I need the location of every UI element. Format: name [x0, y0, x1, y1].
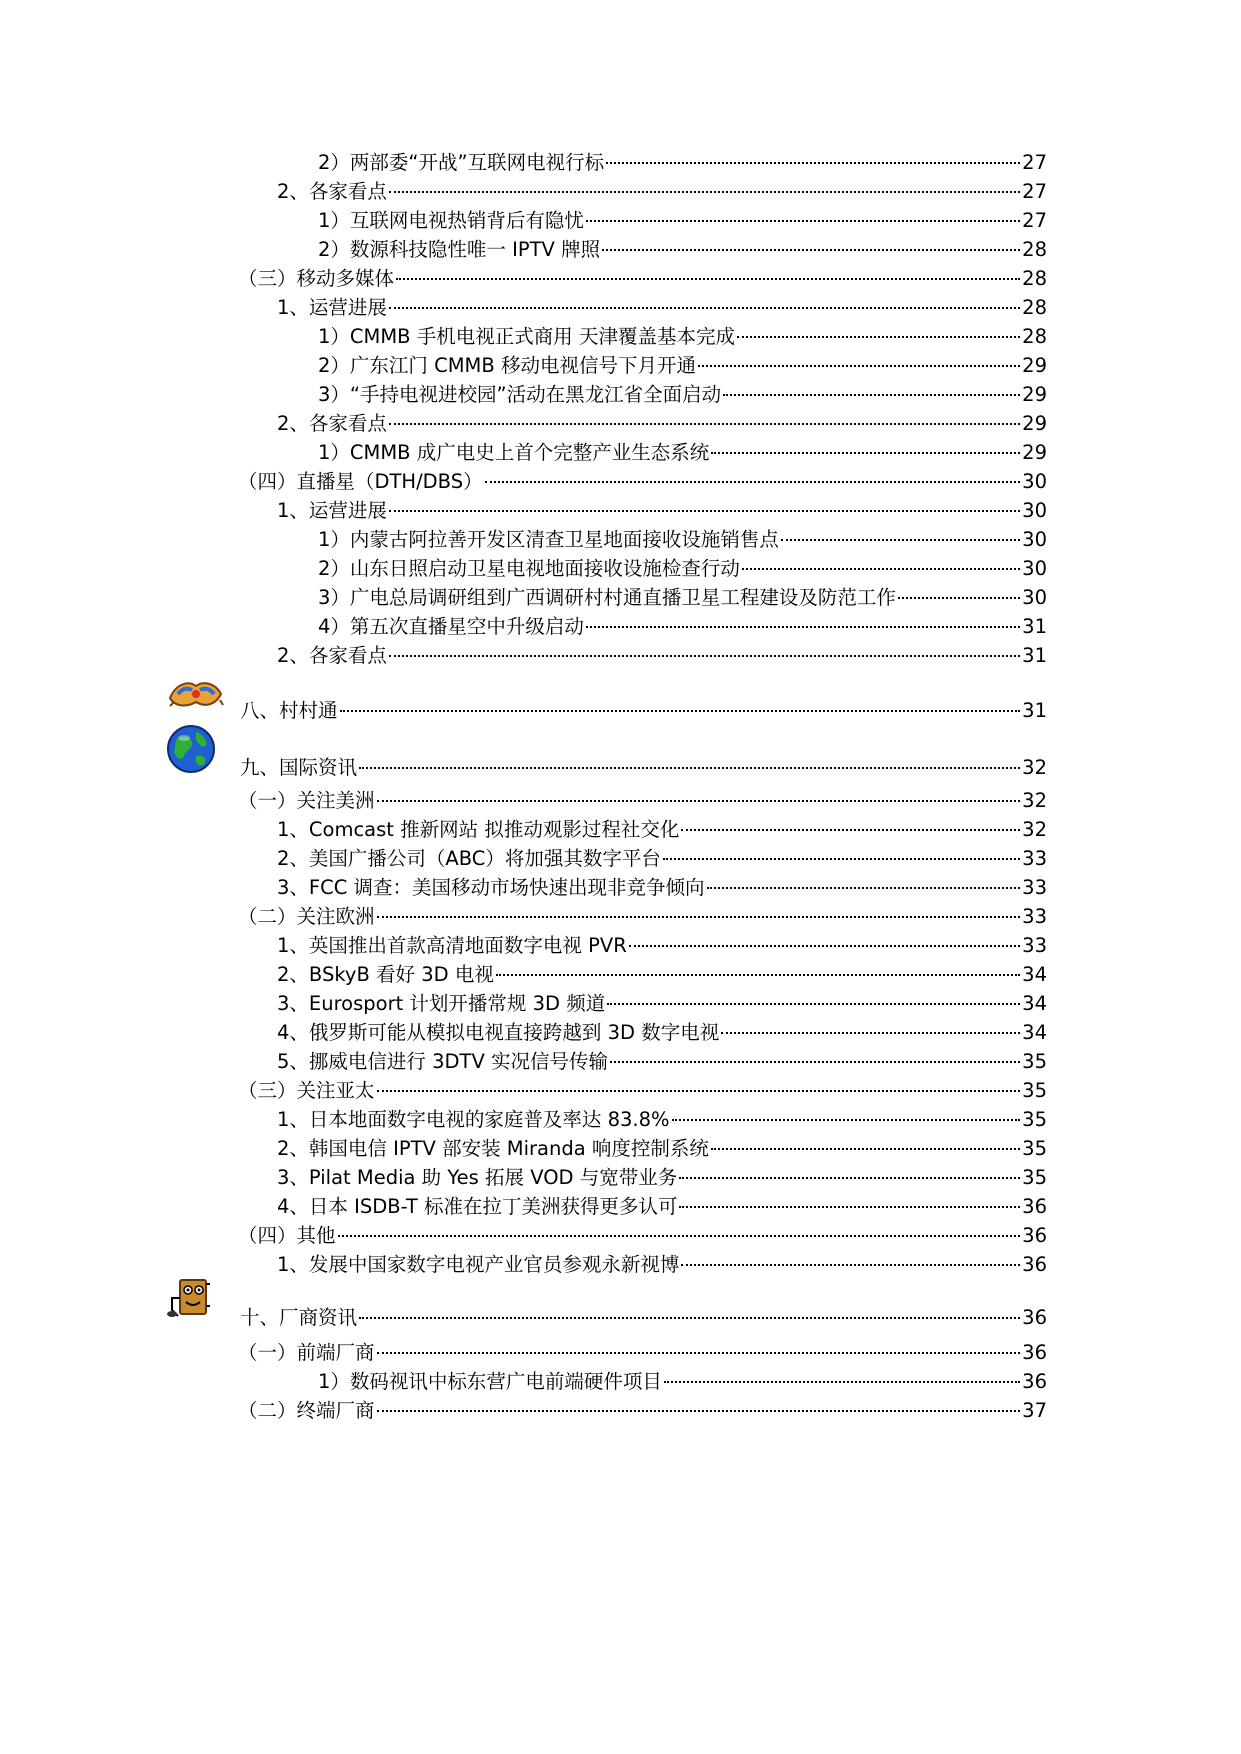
toc-page-number: 29 [1022, 412, 1047, 435]
toc-entry-label: 1、运营进展 [277, 499, 387, 522]
dot-leader [679, 1177, 1020, 1179]
toc-page-number: 36 [1022, 1341, 1047, 1364]
toc-entry-label: 3、FCC 调查：美国移动市场快速出现非竞争倾向 [277, 876, 705, 899]
toc-entry-label: 3、Eurosport 计划开播常规 3D 频道 [277, 992, 606, 1015]
toc-entry-label: 2）广东江门 CMMB 移动电视信号下月开通 [318, 354, 696, 377]
toc-entry[interactable] [238, 788, 1047, 814]
dot-leader [396, 278, 1020, 280]
toc-entry-label: 4、日本 ISDB-T 标准在拉丁美洲获得更多认可 [277, 1195, 678, 1218]
toc-entry-label: 3）“手持电视进校园”活动在黑龙江省全面启动 [318, 383, 722, 406]
toc-entry-label: （一）关注美洲 [238, 789, 375, 812]
dot-leader [737, 336, 1020, 338]
toc-page-number: 37 [1022, 1399, 1047, 1422]
toc-entry[interactable] [318, 614, 1047, 640]
dot-leader [742, 568, 1020, 570]
toc-entry[interactable] [318, 1369, 1047, 1395]
toc-entry[interactable] [238, 904, 1047, 930]
dot-leader [681, 1264, 1020, 1266]
dot-leader [389, 307, 1020, 309]
toc-entry-label: 1）内蒙古阿拉善开发区清查卫星地面接收设施销售点 [318, 528, 779, 551]
toc-page-number: 34 [1022, 963, 1047, 986]
toc-entry-label: 2、韩国电信 IPTV 部安装 Miranda 响度控制系统 [277, 1137, 709, 1160]
toc-page-number: 30 [1022, 528, 1047, 551]
toc-page-number: 28 [1022, 267, 1047, 290]
telephone-icon [166, 1276, 212, 1326]
toc-entry[interactable] [238, 1398, 1047, 1424]
toc-page-number: 27 [1022, 180, 1047, 203]
toc-entry[interactable] [318, 353, 1047, 379]
toc-entry-label: 2、美国广播公司（ABC）将加强其数字平台 [277, 847, 661, 870]
toc-page-number: 36 [1022, 1253, 1047, 1276]
toc-entry-label: 1）CMMB 成广电史上首个完整产业生态系统 [318, 441, 710, 464]
toc-entry-label: 十、厂商资讯 [240, 1306, 358, 1329]
toc-page-number: 35 [1022, 1079, 1047, 1102]
toc-entry[interactable] [318, 527, 1047, 553]
toc-page-number: 30 [1022, 586, 1047, 609]
toc-page-number: 33 [1022, 905, 1047, 928]
toc-entry-label: 2）山东日照启动卫星电视地面接收设施检查行动 [318, 557, 740, 580]
toc-entry[interactable] [277, 295, 1047, 321]
dot-leader [711, 1148, 1020, 1150]
toc-page-number: 34 [1022, 1021, 1047, 1044]
toc-page-number: 32 [1022, 789, 1047, 812]
toc-page-number: 35 [1022, 1108, 1047, 1131]
toc-entry-label: 2、BSkyB 看好 3D 电视 [277, 963, 494, 986]
toc-entry[interactable] [318, 556, 1047, 582]
dot-leader [377, 1090, 1021, 1092]
dot-leader [898, 597, 1020, 599]
toc-entry[interactable] [318, 440, 1047, 466]
toc-entry-label: 2、各家看点 [277, 644, 387, 667]
toc-entry[interactable] [277, 1049, 1047, 1075]
dot-leader [338, 1235, 1021, 1237]
dot-leader [672, 1119, 1021, 1121]
toc-entry[interactable] [240, 1305, 1047, 1331]
dot-leader [377, 916, 1021, 918]
toc-page-number: 27 [1022, 151, 1047, 174]
dot-leader [485, 481, 1021, 483]
toc-entry-label: 2）数源科技隐性唯一 IPTV 牌照 [318, 238, 601, 261]
toc-entry-label: （一）前端厂商 [238, 1341, 375, 1364]
toc-page-number: 31 [1022, 699, 1047, 722]
toc-entry-label: （四）其他 [238, 1224, 336, 1247]
dot-leader [606, 162, 1020, 164]
dot-leader [496, 974, 1020, 976]
toc-entry-label: 3、Pilat Media 助 Yes 拓展 VOD 与宽带业务 [277, 1166, 678, 1189]
toc-entry-label: （四）直播星（DTH/DBS） [238, 470, 483, 493]
toc-page-number: 33 [1022, 876, 1047, 899]
toc-entry-label: 1）数码视讯中标东营广电前端硬件项目 [318, 1370, 662, 1393]
hands-clipart-icon [166, 676, 224, 716]
toc-entry[interactable] [277, 1136, 1047, 1162]
toc-entry[interactable] [238, 1223, 1047, 1249]
dot-leader [377, 1410, 1021, 1412]
toc-entry[interactable] [238, 1078, 1047, 1104]
toc-entry[interactable] [240, 755, 1047, 781]
toc-page-number: 32 [1022, 818, 1047, 841]
dot-leader [681, 829, 1020, 831]
dot-leader [629, 945, 1020, 947]
toc-entry[interactable] [277, 846, 1047, 872]
toc-page-number: 29 [1022, 354, 1047, 377]
dot-leader [359, 767, 1020, 769]
toc-page-number: 27 [1022, 209, 1047, 232]
toc-page-number: 35 [1022, 1137, 1047, 1160]
toc-entry[interactable] [277, 179, 1047, 205]
toc-entry-label: 九、国际资讯 [240, 756, 358, 779]
dot-leader [721, 1032, 1020, 1034]
toc-entry-label: 1、Comcast 推新网站 拟推动观影过程社交化 [277, 818, 680, 841]
toc-entry[interactable] [277, 991, 1047, 1017]
dot-leader [389, 423, 1020, 425]
dot-leader [377, 800, 1021, 802]
toc-entry-label: 八、村村通 [240, 699, 338, 722]
dot-leader [607, 1003, 1020, 1005]
toc-entry[interactable] [318, 237, 1047, 263]
dot-leader [711, 452, 1020, 454]
dot-leader [359, 1317, 1020, 1319]
toc-entry[interactable] [318, 585, 1047, 611]
toc-page-number: 36 [1022, 1370, 1047, 1393]
toc-entry-label: 1）CMMB 手机电视正式商用 天津覆盖基本完成 [318, 325, 735, 348]
toc-entry-label: （二）终端厂商 [238, 1399, 375, 1422]
toc-entry[interactable] [277, 933, 1047, 959]
toc-page-number: 32 [1022, 756, 1047, 779]
dot-leader [679, 1206, 1020, 1208]
toc-page-number: 30 [1022, 470, 1047, 493]
toc-page-number: 35 [1022, 1166, 1047, 1189]
toc-entry-label: （三）移动多媒体 [238, 267, 395, 290]
dot-leader [586, 220, 1020, 222]
dot-leader [340, 710, 1021, 712]
toc-entry-label: 3）广电总局调研组到广西调研村村通直播卫星工程建设及防范工作 [318, 586, 896, 609]
toc-entry-label: 1、英国推出首款高清地面数字电视 PVR [277, 934, 627, 957]
toc-page-number: 29 [1022, 383, 1047, 406]
toc-entry[interactable] [277, 875, 1047, 901]
toc-entry-label: 4）第五次直播星空中升级启动 [318, 615, 584, 638]
toc-page-number: 33 [1022, 934, 1047, 957]
dot-leader [389, 655, 1020, 657]
toc-entry-label: 1、日本地面数字电视的家庭普及率达 83.8% [277, 1108, 670, 1131]
dot-leader [723, 394, 1020, 396]
toc-entry[interactable] [277, 962, 1047, 988]
globe-icon [166, 724, 216, 778]
toc-page-number: 28 [1022, 325, 1047, 348]
toc-page-number: 31 [1022, 615, 1047, 638]
toc-page-number: 34 [1022, 992, 1047, 1015]
toc-entry[interactable] [238, 469, 1047, 495]
toc-entry[interactable] [277, 411, 1047, 437]
toc-entry-label: 2）两部委“开战”互联网电视行标 [318, 151, 605, 174]
dot-leader [610, 1061, 1020, 1063]
toc-entry[interactable] [277, 498, 1047, 524]
toc-page-number: 30 [1022, 499, 1047, 522]
toc-entry[interactable] [277, 643, 1047, 669]
toc-entry[interactable] [277, 1107, 1047, 1133]
toc-entry[interactable] [277, 1194, 1047, 1220]
toc-page-number: 30 [1022, 557, 1047, 580]
toc-page-number: 36 [1022, 1195, 1047, 1218]
toc-entry[interactable] [277, 817, 1047, 843]
dot-leader [707, 887, 1021, 889]
toc-entry[interactable] [238, 266, 1047, 292]
dot-leader [664, 1381, 1020, 1383]
dot-leader [663, 858, 1020, 860]
dot-leader [586, 626, 1020, 628]
toc-entry-label: 1）互联网电视热销背后有隐忧 [318, 209, 584, 232]
toc-entry[interactable] [238, 1340, 1047, 1366]
toc-entry[interactable] [318, 324, 1047, 350]
dot-leader [389, 510, 1020, 512]
toc-page-number: 33 [1022, 847, 1047, 870]
toc-entry-label: 1、运营进展 [277, 296, 387, 319]
toc-page-number: 36 [1022, 1224, 1047, 1247]
toc-entry-label: 5、挪威电信进行 3DTV 实况信号传输 [277, 1050, 608, 1073]
toc-entry[interactable] [318, 382, 1047, 408]
toc-entry[interactable] [277, 1252, 1047, 1278]
toc-page-number: 29 [1022, 441, 1047, 464]
toc-entry-label: 2、各家看点 [277, 412, 387, 435]
toc-entry[interactable] [240, 698, 1047, 724]
toc-page-number: 35 [1022, 1050, 1047, 1073]
dot-leader [698, 365, 1020, 367]
dot-leader [781, 539, 1020, 541]
toc-page-number: 31 [1022, 644, 1047, 667]
toc-page-number: 28 [1022, 238, 1047, 261]
toc-entry[interactable] [277, 1020, 1047, 1046]
toc-entry-label: 2、各家看点 [277, 180, 387, 203]
toc-entry[interactable] [277, 1165, 1047, 1191]
dot-leader [377, 1352, 1021, 1354]
dot-leader [389, 191, 1020, 193]
toc-entry[interactable] [318, 150, 1047, 176]
toc-entry-label: （二）关注欧洲 [238, 905, 375, 928]
dot-leader [602, 249, 1020, 251]
toc-page-number: 36 [1022, 1306, 1047, 1329]
toc-page-number: 28 [1022, 296, 1047, 319]
toc-entry-label: （三）关注亚太 [238, 1079, 375, 1102]
toc-entry-label: 1、发展中国家数字电视产业官员参观永新视博 [277, 1253, 680, 1276]
toc-entry[interactable] [318, 208, 1047, 234]
toc-entry-label: 4、俄罗斯可能从模拟电视直接跨越到 3D 数字电视 [277, 1021, 720, 1044]
